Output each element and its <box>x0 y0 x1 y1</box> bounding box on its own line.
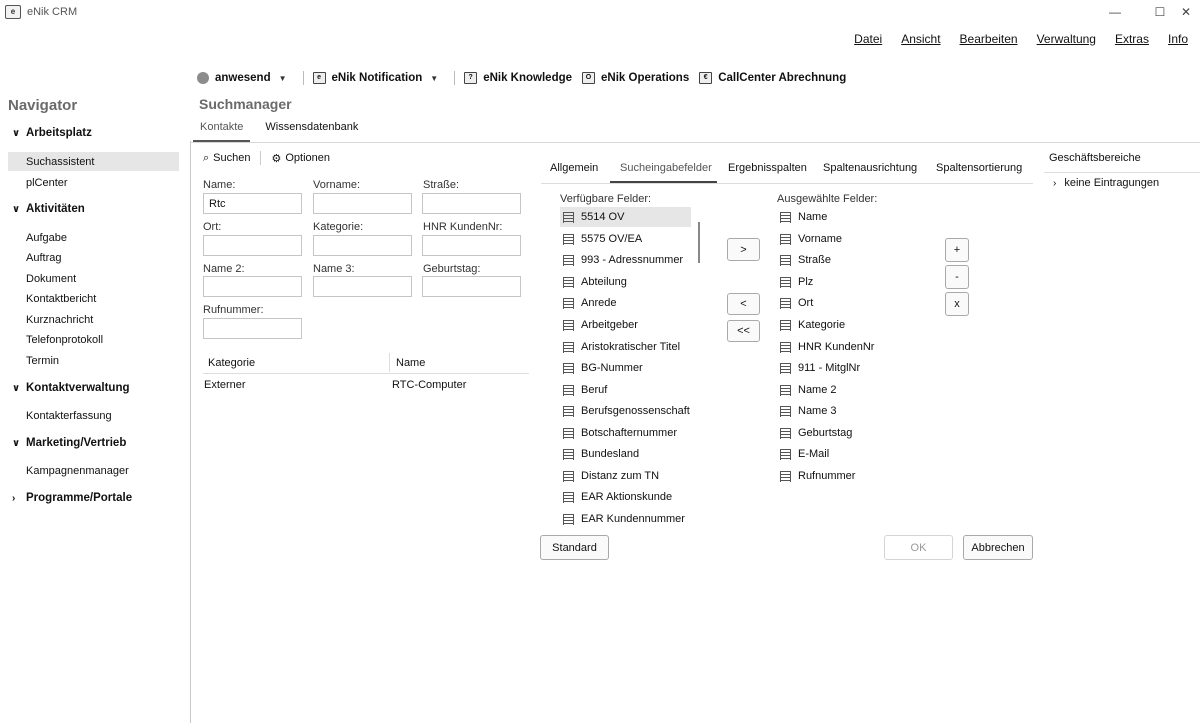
search-actions <box>203 151 330 165</box>
list-item-label: 993 - Adressnummer <box>581 254 684 266</box>
nav-group-kontaktverwaltung[interactable] <box>12 382 130 394</box>
move-up-button[interactable]: + <box>945 238 969 262</box>
list-item[interactable] <box>560 358 691 378</box>
callcenter-app-icon: € <box>699 72 712 84</box>
list-item-label: HNR KundenNr <box>798 341 875 353</box>
toolbar-divider <box>454 71 455 85</box>
vorname-label: Vorname: <box>313 179 361 191</box>
options-button[interactable] <box>271 152 330 165</box>
field-icon <box>780 277 791 288</box>
chevron-down-icon: ∨ <box>12 382 21 394</box>
tab-divider <box>190 142 1200 143</box>
list-item-label: Anrede <box>581 297 617 309</box>
sidebar-item-dokument[interactable]: Dokument <box>26 273 77 285</box>
nav-group-label: Arbeitsplatz <box>26 127 92 139</box>
field-icon <box>563 514 574 525</box>
selected-fields-list[interactable] <box>777 207 927 497</box>
ort-label: Ort: <box>203 221 222 233</box>
list-item[interactable] <box>777 401 908 421</box>
menu-ansicht[interactable]: Ansicht <box>901 32 941 46</box>
list-item-label: Rufnummer <box>798 470 856 482</box>
column-divider[interactable] <box>389 353 390 372</box>
list-item-label: Name 2 <box>798 384 837 396</box>
business-areas-title: Geschäftsbereiche <box>1049 152 1141 164</box>
hnr-label: HNR KundenNr: <box>423 221 503 233</box>
field-icon <box>563 234 574 245</box>
list-item-label: Vorname <box>798 233 843 245</box>
tab-sucheingabefelder[interactable]: Sucheingabefelder <box>620 162 712 174</box>
list-item-label: Abteilung <box>581 276 627 288</box>
status-label: anwesend <box>215 72 271 84</box>
nav-group-label: Marketing/Vertrieb <box>26 437 127 449</box>
kategorie-label: Kategorie: <box>313 221 364 233</box>
sidebar-item-aufgabe[interactable]: Aufgabe <box>26 232 67 244</box>
tab-spaltensortierung[interactable]: Spaltensortierung <box>936 162 1023 174</box>
list-item[interactable] <box>560 466 691 486</box>
results-table-header <box>203 351 529 374</box>
name3-field[interactable] <box>313 276 412 297</box>
sidebar-item-kontakterfassung[interactable]: Kontakterfassung <box>26 410 112 422</box>
tab-kontakte[interactable]: Kontakte <box>200 121 244 133</box>
list-item-label: Kategorie <box>798 319 846 331</box>
name-label: Name: <box>203 179 236 191</box>
list-item[interactable] <box>777 337 908 357</box>
tab-wissensdatenbank[interactable]: Wissensdatenbank <box>265 121 359 133</box>
field-icon <box>563 449 574 460</box>
list-item[interactable] <box>560 401 691 421</box>
sidebar-item-auftrag[interactable]: Auftrag <box>26 252 62 264</box>
nav-group-label: Aktivitäten <box>26 203 85 215</box>
available-fields-list[interactable] <box>560 207 700 527</box>
cell-name: RTC-Computer <box>392 379 467 391</box>
enik-notification-button[interactable] <box>313 72 443 84</box>
options-label: Optionen <box>285 152 331 164</box>
menu-verwaltung[interactable]: Verwaltung <box>1036 32 1096 46</box>
list-item[interactable] <box>777 272 908 292</box>
menu-bar <box>854 32 1188 46</box>
list-item[interactable] <box>560 509 691 527</box>
knowledge-label: eNik Knowledge <box>483 72 573 84</box>
callcenter-label: CallCenter Abrechnung <box>718 72 847 84</box>
remove-all-fields-button[interactable]: << <box>727 320 760 342</box>
list-item-label: Botschafternummer <box>581 427 677 439</box>
add-field-button[interactable]: > <box>727 238 760 261</box>
field-icon <box>780 449 791 460</box>
operations-app-icon: O <box>582 72 595 84</box>
ok-button[interactable]: OK <box>884 535 953 560</box>
list-item-label: E-Mail <box>798 448 830 460</box>
field-icon <box>563 255 574 266</box>
list-item-label: EAR Aktionskunde <box>581 491 673 503</box>
sidebar-item-kontaktbericht[interactable]: Kontaktbericht <box>26 293 97 305</box>
field-icon <box>563 471 574 482</box>
list-item[interactable] <box>777 207 908 227</box>
field-icon <box>780 428 791 439</box>
nav-group-arbeitsplatz[interactable] <box>12 127 92 139</box>
remove-field-button[interactable]: < <box>727 293 760 315</box>
list-item[interactable] <box>777 380 908 400</box>
page-title: Suchmanager <box>199 96 292 112</box>
list-item-label: BG-Nummer <box>581 362 643 374</box>
nav-group-label: Kontaktverwaltung <box>26 382 130 394</box>
chevron-down-icon: ∨ <box>12 203 21 215</box>
toolbar-divider <box>303 71 304 85</box>
list-item[interactable] <box>560 380 691 400</box>
field-icon <box>563 298 574 309</box>
list-item[interactable] <box>777 444 908 464</box>
list-item-label: Ort <box>798 297 814 309</box>
window-title: eNik CRM <box>27 6 78 18</box>
field-icon <box>563 428 574 439</box>
sidebar-item-telefonprotokoll[interactable]: Telefonprotokoll <box>26 334 104 346</box>
field-icon <box>563 212 574 223</box>
field-icon <box>563 492 574 503</box>
status-selector[interactable] <box>197 72 291 84</box>
field-icon <box>563 320 574 331</box>
list-item-label: Bundesland <box>581 448 640 460</box>
rufnummer-label: Rufnummer: <box>203 304 264 316</box>
available-list-scrollbar[interactable] <box>698 222 700 263</box>
nav-group-aktivitaeten[interactable] <box>12 203 85 215</box>
search-button[interactable] <box>203 152 250 165</box>
navigator-title: Navigator <box>8 97 78 114</box>
chevron-down-icon: ∨ <box>12 127 21 139</box>
toolbar <box>197 70 856 86</box>
list-item[interactable] <box>560 315 691 335</box>
list-item-label: Geburtstag <box>798 427 853 439</box>
nav-group-marketing[interactable] <box>12 437 126 449</box>
sidebar-item-suchassistent[interactable]: Suchassistent <box>26 156 95 168</box>
list-item-label: 5575 OV/EA <box>581 233 643 245</box>
list-item[interactable] <box>560 487 691 507</box>
field-icon <box>780 363 791 374</box>
list-item[interactable] <box>777 423 908 443</box>
enik-knowledge-button[interactable] <box>464 72 572 84</box>
search-icon: ⌕ <box>203 151 210 164</box>
field-icon <box>563 277 574 288</box>
tab-spaltenausrichtung[interactable]: Spaltenausrichtung <box>823 162 918 174</box>
field-icon <box>780 385 791 396</box>
list-item-label: Name <box>798 211 828 223</box>
search-label: Suchen <box>213 152 251 164</box>
list-item[interactable] <box>560 229 691 249</box>
list-item[interactable] <box>777 315 908 335</box>
options-tabs <box>541 161 1033 183</box>
list-item-label: 911 - MitglNr <box>798 362 861 374</box>
field-icon <box>563 342 574 353</box>
list-item[interactable] <box>560 423 691 443</box>
cancel-button[interactable]: Abbrechen <box>963 535 1033 560</box>
enik-operations-button[interactable] <box>582 72 689 84</box>
list-item[interactable] <box>777 229 908 249</box>
kategorie-field[interactable] <box>313 235 412 256</box>
list-item[interactable] <box>560 272 691 292</box>
field-icon <box>563 385 574 396</box>
list-item[interactable] <box>560 250 691 270</box>
operations-label: eNik Operations <box>601 72 690 84</box>
sidebar-item-kampagnenmanager[interactable]: Kampagnenmanager <box>26 465 129 477</box>
chevron-right-icon: › <box>12 492 16 504</box>
field-icon <box>563 406 574 417</box>
tab-allgemein[interactable]: Allgemein <box>550 162 599 174</box>
list-item[interactable] <box>777 250 908 270</box>
business-areas-empty-label: keine Eintragungen <box>1064 177 1160 189</box>
notification-label: eNik Notification <box>331 72 423 84</box>
list-item-label: Distanz zum TN <box>581 470 660 482</box>
sidebar-item-plcenter[interactable]: plCenter <box>26 177 68 189</box>
move-down-button[interactable]: - <box>945 265 969 289</box>
table-row[interactable] <box>203 377 529 395</box>
field-icon <box>780 320 791 331</box>
list-item-label: EAR Kundennummer <box>581 513 685 525</box>
column-header-kategorie[interactable]: Kategorie <box>208 357 256 369</box>
list-item[interactable] <box>777 293 908 313</box>
name3-label: Name 3: <box>313 263 355 275</box>
list-item[interactable] <box>777 466 908 486</box>
selected-fields-caption: Ausgewählte Felder: <box>777 193 878 205</box>
app-logo-icon: e <box>5 5 21 19</box>
list-item[interactable] <box>560 444 691 464</box>
menu-extras[interactable]: Extras <box>1114 32 1149 46</box>
list-item-label: Name 3 <box>798 405 837 417</box>
cell-kategorie: Externer <box>204 379 246 391</box>
field-icon <box>780 234 791 245</box>
sidebar-item-termin[interactable]: Termin <box>26 355 60 367</box>
available-fields-caption: Verfügbare Felder: <box>560 193 652 205</box>
hnr-field[interactable] <box>422 235 521 256</box>
panel-divider <box>1044 172 1200 173</box>
chevron-down-icon[interactable]: ▼ <box>278 73 287 83</box>
list-item-label: Berufsgenossenschaft <box>581 405 690 417</box>
strasse-label: Straße: <box>423 179 460 191</box>
menu-bearbeiten[interactable]: Bearbeiten <box>959 32 1018 46</box>
list-item[interactable] <box>777 358 908 378</box>
nav-group-programme[interactable] <box>12 492 132 504</box>
callcenter-button[interactable] <box>699 72 846 84</box>
divider <box>260 151 261 165</box>
field-icon <box>780 212 791 223</box>
tab-divider <box>541 183 1033 184</box>
list-item-label: 5514 OV <box>581 211 625 223</box>
field-icon <box>780 298 791 309</box>
chevron-down-icon: ∨ <box>12 437 21 449</box>
geburtstag-field[interactable] <box>422 276 521 297</box>
notification-app-icon: e <box>313 72 326 84</box>
field-icon <box>780 342 791 353</box>
rufnummer-field[interactable] <box>203 318 302 339</box>
list-item[interactable] <box>560 337 691 357</box>
chevron-right-icon: › <box>1053 177 1057 189</box>
menu-info[interactable]: Info <box>1167 32 1188 46</box>
name2-field[interactable] <box>203 276 302 297</box>
list-item[interactable] <box>560 207 691 227</box>
list-item-label: Plz <box>798 276 814 288</box>
strasse-field[interactable] <box>422 193 521 214</box>
business-areas-empty-item[interactable] <box>1053 177 1159 189</box>
chevron-down-icon[interactable]: ▼ <box>430 73 439 83</box>
list-item-label: Beruf <box>581 384 608 396</box>
list-item-label: Aristokratischer Titel <box>581 341 681 353</box>
tab-ergebnisspalten[interactable]: Ergebnisspalten <box>728 162 807 174</box>
field-icon <box>563 363 574 374</box>
maximize-button[interactable]: ☐ <box>1154 5 1166 19</box>
name2-label: Name 2: <box>203 263 245 275</box>
sidebar-item-kurznachricht[interactable]: Kurznachricht <box>26 314 94 326</box>
main-tabs <box>199 121 379 133</box>
navigator-divider <box>190 141 191 723</box>
list-item-label: Straße <box>798 254 832 266</box>
minimize-button[interactable]: — <box>1109 5 1121 19</box>
field-icon <box>780 255 791 266</box>
knowledge-app-icon: ? <box>464 72 477 84</box>
column-header-name[interactable]: Name <box>396 357 426 369</box>
gear-icon: ⚙ <box>271 152 282 165</box>
delete-field-button[interactable]: x <box>945 292 969 316</box>
list-item-label: Arbeitgeber <box>581 319 638 331</box>
list-item[interactable] <box>560 293 691 313</box>
field-icon <box>780 471 791 482</box>
title-bar <box>0 0 1200 24</box>
ort-field[interactable] <box>203 235 302 256</box>
nav-group-label: Programme/Portale <box>26 492 133 504</box>
geburtstag-label: Geburtstag: <box>423 263 481 275</box>
menu-datei[interactable]: Datei <box>854 32 883 46</box>
vorname-field[interactable] <box>313 193 412 214</box>
close-button[interactable]: ✕ <box>1180 5 1192 19</box>
name-field[interactable] <box>203 193 302 214</box>
status-dot-icon <box>197 72 209 84</box>
field-icon <box>780 406 791 417</box>
standard-button[interactable]: Standard <box>540 535 609 560</box>
